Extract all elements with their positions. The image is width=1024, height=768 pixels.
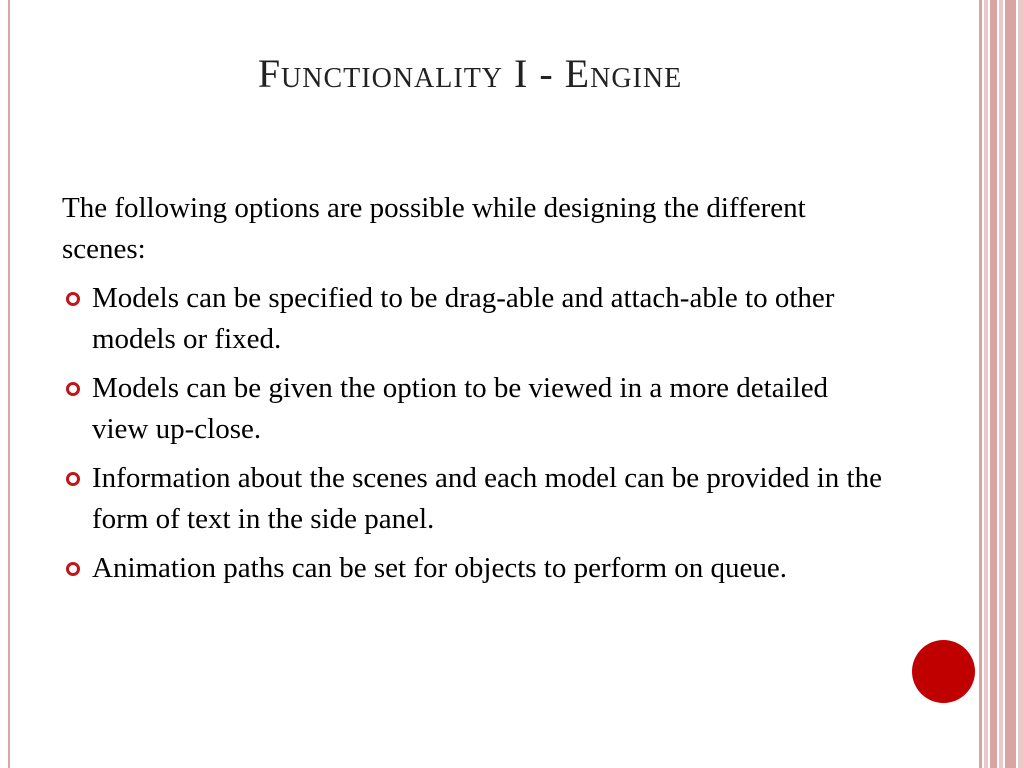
hollow-circle-bullet-icon — [66, 472, 80, 486]
bullet-item — [62, 458, 882, 540]
intro-text: The following options are possible while designing the different scenes: — [62, 192, 806, 265]
bullet-item — [62, 548, 882, 589]
right-stripe — [1005, 0, 1016, 768]
bullet-item — [62, 368, 882, 450]
bullet-list — [62, 278, 882, 589]
right-stripe — [979, 0, 982, 768]
red-circle-decoration — [912, 640, 975, 703]
slide-content — [62, 188, 882, 597]
bullet-text: Animation paths can be set for objects to perform on queue. — [92, 552, 787, 584]
bullet-text: Information about the scenes and each model can be provided in the form of text in the side panel. — [92, 462, 882, 535]
hollow-circle-bullet-icon — [66, 382, 80, 396]
right-stripe — [984, 0, 988, 768]
hollow-circle-bullet-icon — [66, 292, 80, 306]
bullet-text: Models can be given the option to be viewed in a more detailed view up-close. — [92, 372, 829, 445]
bullet-text: Models can be specified to be drag-able and attach-able to other models or fixed. — [92, 282, 835, 355]
right-stripe — [990, 0, 997, 768]
hollow-circle-bullet-icon — [66, 562, 80, 576]
slide-title: Functionality I - Engine — [257, 51, 683, 96]
left-border-line — [8, 0, 10, 768]
bullet-item — [62, 278, 882, 360]
right-stripe — [1018, 0, 1024, 768]
right-stripe — [999, 0, 1003, 768]
